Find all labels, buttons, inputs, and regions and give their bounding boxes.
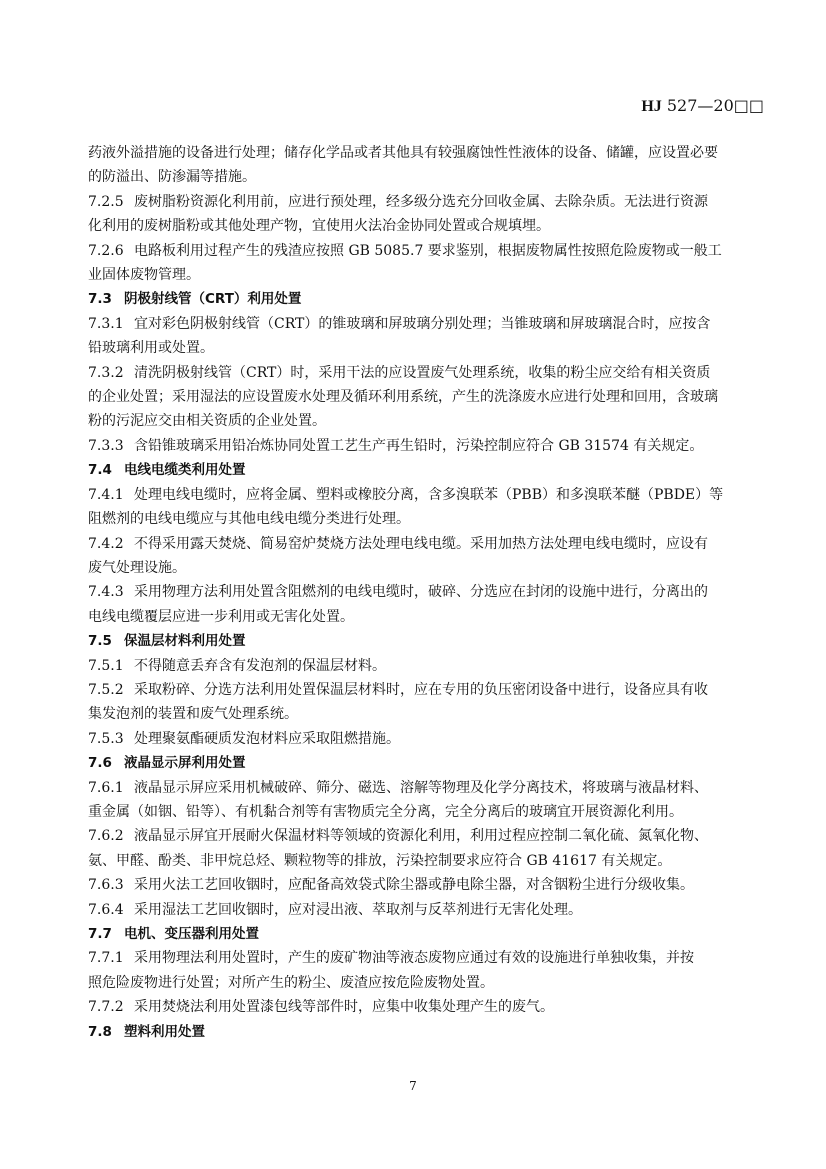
line-text: 清洗阴极射线管（CRT）时，采用干法的应设置废气处理系统，收集的粉尘应交给有相关资质 (134, 364, 711, 381)
line-text: 不得采用露天焚烧、简易窑炉焚烧方法处理电线电缆。采用加热方法处理电线电缆时，应设有 (134, 535, 708, 552)
paragraph-line (88, 654, 740, 678)
clause-number: 7.6.3 (88, 877, 124, 894)
paragraph-line (88, 385, 740, 409)
line-text: 的企业处置；采用湿法的应设置废水处理及循环利用系统，产生的洗涤废水应进行处理和回用，含玻璃 (88, 389, 718, 406)
clause-number: 7.3.2 (88, 364, 124, 381)
clause-number: 7.2.5 (88, 193, 124, 210)
line-text: 阴极射线管（CRT）利用处置 (124, 291, 302, 308)
clause-number: 7.6.4 (88, 901, 124, 918)
line-text: 电机、变压器利用处置 (124, 926, 259, 942)
paragraph-line (88, 361, 740, 385)
line-text: 阻燃剂的电线电缆应与其他电线电缆分类进行处理。 (88, 511, 410, 528)
paragraph-line (88, 727, 740, 751)
line-text: 不得随意丢弃含有发泡剂的保温层材料。 (134, 657, 386, 674)
paragraph-line (88, 873, 740, 897)
line-text: 粉的污泥应交由相关资质的企业处置。 (88, 413, 326, 430)
paragraph-line (88, 434, 740, 458)
line-text: 业固体废物管理。 (88, 267, 200, 284)
paragraph-line (88, 898, 740, 922)
paragraph-line (88, 165, 740, 189)
section-heading (88, 458, 740, 482)
line-text: 照危险废物进行处置；对所产生的粉尘、废渣应按危险废物处置。 (88, 974, 494, 991)
line-text: 液晶显示屏应采用机械破碎、筛分、磁选、溶解等物理及化学分离技术，将玻璃与液晶材料、 (134, 779, 708, 796)
clause-number: 7.4 (88, 462, 112, 479)
standard-code: HJ (641, 98, 662, 115)
line-text: 宜对彩色阴极射线管（CRT）的锥玻璃和屏玻璃分别处理；当锥玻璃和屏玻璃混合时，应按含 (134, 315, 711, 332)
document-body (88, 141, 740, 1044)
line-text: 废气处理设施。 (88, 559, 186, 576)
line-text: 塑料利用处置 (124, 1023, 205, 1040)
paragraph-line (88, 702, 740, 726)
clause-number: 7.4.2 (88, 535, 124, 552)
paragraph-line (88, 824, 740, 848)
line-text: 处理聚氨酯硬质发泡材料应采取阻燃措施。 (134, 730, 400, 747)
section-heading (88, 287, 740, 311)
section-heading (88, 1020, 740, 1044)
paragraph-line (88, 800, 740, 824)
paragraph-line (88, 312, 740, 336)
clause-number: 7.5 (88, 633, 112, 650)
line-text: 液晶显示屏利用处置 (124, 755, 246, 772)
line-text: 含铅锥玻璃采用铅冶炼协同处置工艺生产再生铅时，污染控制应符合 GB 31574 有关规定。 (134, 437, 704, 454)
clause-number: 7.3 (88, 291, 112, 308)
paragraph-line (88, 946, 740, 970)
clause-number: 7.6.2 (88, 828, 124, 845)
clause-number: 7.6 (88, 755, 112, 772)
paragraph-line (88, 507, 740, 531)
paragraph-line (88, 336, 740, 360)
line-text: 保温层材料利用处置 (124, 633, 246, 650)
clause-number: 7.5.1 (88, 657, 124, 674)
line-text: 集发泡剂的装置和废气处理系统。 (88, 706, 298, 723)
line-text: 重金属（如铟、铅等）、有机黏合剂等有害物质完全分离，完全分离后的玻璃宜开展资源化利用。 (88, 803, 683, 820)
clause-number: 7.2.6 (88, 242, 124, 259)
clause-number: 7.5.2 (88, 681, 124, 698)
line-text: 液晶显示屏宜开展耐火保温材料等领域的资源化利用，利用过程应控制二氧化硫、氮氧化物、 (134, 828, 708, 845)
paragraph-line (88, 995, 740, 1019)
standard-number: 527—20□□ (666, 96, 764, 115)
page-number: 7 (409, 1079, 417, 1093)
section-heading (88, 629, 740, 653)
paragraph-line (88, 605, 740, 629)
line-text: 的防溢出、防渗漏等措施。 (88, 169, 256, 186)
paragraph-line (88, 556, 740, 580)
line-text: 氨、甲醛、酚类、非甲烷总烃、颗粒物等的排放，污染控制要求应符合 GB 41617 有关规定。 (88, 852, 672, 869)
line-text: 电线电缆覆层应进一步利用或无害化处置。 (88, 608, 354, 625)
clause-number: 7.7.1 (88, 950, 124, 967)
line-text: 电路板利用过程产生的残渣应按照 GB 5085.7 要求鉴别，根据废物属性按照危险废物或一般工 (134, 242, 722, 259)
paragraph-line (88, 239, 740, 263)
line-text: 采用火法工艺回收铟时，应配备高效袋式除尘器或静电除尘器，对含铟粉尘进行分级收集。 (134, 877, 694, 894)
paragraph-line (88, 532, 740, 556)
paragraph-line (88, 776, 740, 800)
line-text: 采用物理方法利用处置含阻燃剂的电线电缆时，破碎、分选应在封闭的设施中进行，分离出的 (134, 584, 708, 601)
line-text: 铅玻璃利用或处置。 (88, 340, 214, 357)
paragraph-line (88, 849, 740, 873)
paragraph-line (88, 580, 740, 604)
line-text: 废树脂粉资源化利用前，应进行预处理，经多级分选充分回收金属、去除杂质。无法进行资源 (134, 193, 708, 210)
clause-number: 7.4.3 (88, 584, 124, 601)
clause-number: 7.4.1 (88, 486, 124, 503)
clause-number: 7.8 (88, 1023, 112, 1040)
paragraph-line (88, 678, 740, 702)
paragraph-line (88, 409, 740, 433)
clause-number: 7.6.1 (88, 779, 124, 796)
clause-number: 7.7 (88, 926, 112, 942)
clause-number: 7.7.2 (88, 999, 124, 1016)
clause-number: 7.3.3 (88, 437, 124, 454)
paragraph-line (88, 141, 740, 165)
section-heading (88, 922, 740, 946)
line-text: 采用物理法利用处置时，产生的废矿物油等液态废物应通过有效的设施进行单独收集，并按 (134, 950, 694, 967)
paragraph-line (88, 971, 740, 995)
line-text: 采用湿法工艺回收铟时，应对浸出液、萃取剂与反萃剂进行无害化处理。 (134, 901, 582, 918)
line-text: 化利用的废树脂粉或其他处理产物，宜使用火法冶金协同处置或合规填埋。 (88, 218, 550, 235)
line-text: 采取粉碎、分选方法利用处置保温层材料时，应在专用的负压密闭设备中进行，设备应具有收 (134, 681, 708, 698)
paragraph-line (88, 263, 740, 287)
paragraph-line (88, 483, 740, 507)
line-text: 药液外溢措施的设备进行处理；储存化学品或者其他具有较强腐蚀性性液体的设备、储罐，应设置必要 (88, 145, 718, 161)
section-heading (88, 751, 740, 775)
document-header (641, 96, 764, 116)
clause-number: 7.3.1 (88, 315, 124, 332)
line-text: 电线电缆类利用处置 (124, 462, 246, 479)
line-text: 处理电线电缆时，应将金属、塑料或橡胶分离，含多溴联苯（PBB）和多溴联苯醚（PBDE）等 (134, 486, 724, 503)
paragraph-line (88, 214, 740, 238)
line-text: 采用焚烧法利用处置漆包线等部件时，应集中收集处理产生的废气。 (134, 999, 554, 1016)
paragraph-line (88, 190, 740, 214)
clause-number: 7.5.3 (88, 730, 124, 747)
